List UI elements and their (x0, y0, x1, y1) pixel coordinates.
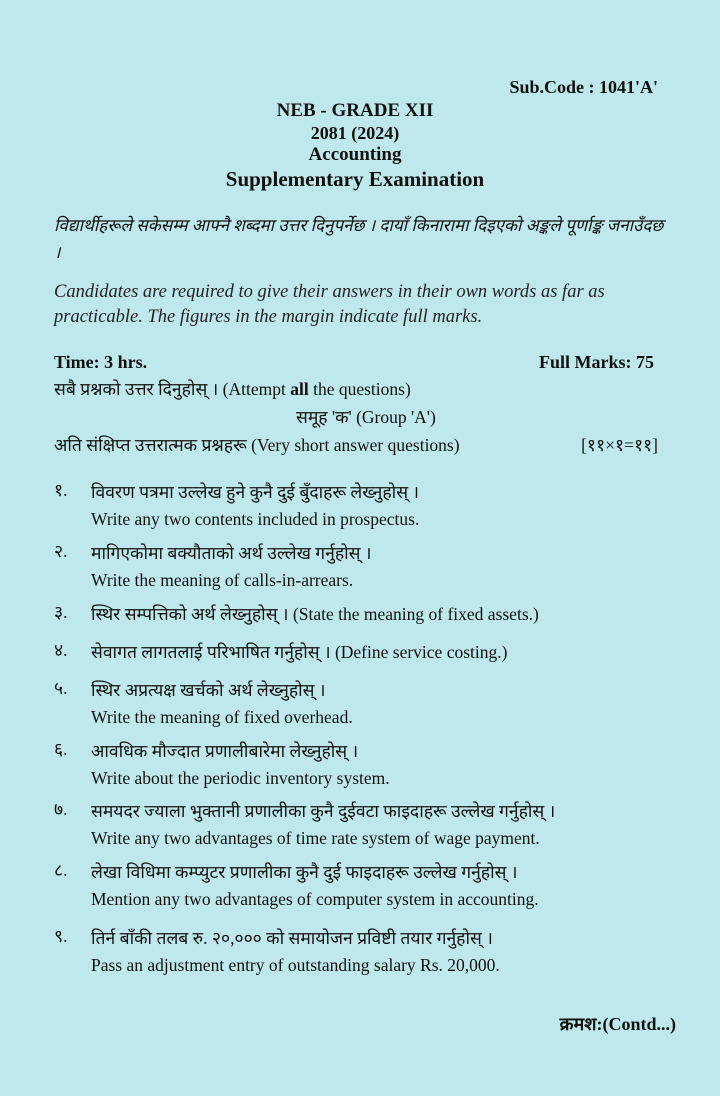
question-item (54, 737, 390, 791)
continued-label: क्रमश:(Contd...) (559, 1014, 676, 1034)
attempt-rest: the questions) (308, 379, 411, 399)
question-item (54, 858, 674, 912)
question-nepali: मागिएकोमा बक्यौताको अर्थ उल्लेख गर्नुहोस् । (91, 543, 372, 563)
exam-header (0, 100, 720, 192)
board-title: NEB - GRADE XII (276, 100, 434, 121)
instructions-nepali: विद्यार्थीहरूले सकेसम्म आफ्नै शब्दमा उत्तर दिनुपर्नेछ । दायाँ किनारामा दिइएको अङ्कले पूर्णाङ्क जनाउँदछ । (54, 216, 664, 262)
question-number: ४. (54, 640, 68, 660)
section-marks: [११×१=११] (581, 435, 658, 455)
section-title: अति संक्षिप्त उत्तरात्मक प्रश्नहरू (Very short answer questions) (54, 435, 460, 455)
attempt-text: सबै प्रश्नको उत्तर दिनुहोस् । (Attempt (54, 379, 291, 399)
sub-code: Sub.Code : 1041'A' (509, 77, 658, 97)
question-item (54, 600, 674, 628)
question-item (54, 797, 674, 851)
question-nepali: सेवागत लागतलाई परिभाषित गर्नुहोस् । (Define service costing.) (91, 642, 508, 662)
question-english: Mention any two advantages of computer system in accounting. (91, 889, 539, 909)
question-nepali: तिर्न बाँकी तलब रु. २०,००० को समायोजन प्रविष्टी तयार गर्नुहोस् । (91, 928, 493, 948)
group-label: समूह 'क' (Group 'A') (296, 407, 436, 427)
question-number: ५. (54, 678, 68, 698)
exam-title: Supplementary Examination (225, 167, 485, 191)
question-item (54, 638, 674, 666)
question-english: Write any two advantages of time rate system of wage payment. (91, 828, 540, 848)
question-english: Write the meaning of calls-in-arrears. (91, 570, 354, 590)
question-number: २. (54, 541, 68, 561)
question-english: Pass an adjustment entry of outstanding salary Rs. 20,000. (91, 955, 500, 975)
full-marks-label: Full Marks: 75 (539, 352, 654, 372)
question-number: ३. (54, 602, 68, 622)
question-nepali: आवधिक मौज्दात प्रणालीबारेमा लेख्नुहोस् । (91, 741, 359, 761)
time-marks-row (54, 352, 654, 373)
question-number: ७. (54, 799, 68, 819)
section-heading (54, 433, 658, 457)
question-nepali: स्थिर सम्पत्तिको अर्थ लेख्नुहोस् । (State the meaning of fixed assets.) (91, 604, 539, 624)
question-english: Write any two contents included in prospectus. (91, 509, 420, 529)
question-nepali: समयदर ज्याला भुक्तानी प्रणालीका कुनै दुईवटा फाइदाहरू उल्लेख गर्नुहोस् । (91, 801, 556, 821)
instructions-english: Candidates are required to give their answers in their own words as far as practicable. The figures in the margin indicate full marks. (54, 282, 605, 327)
question-item (54, 676, 353, 730)
attempt-instruction (54, 377, 411, 401)
question-number: १. (54, 480, 68, 500)
question-item (54, 539, 372, 593)
question-item (54, 924, 674, 978)
question-nepali: विवरण पत्रमा उल्लेख हुने कुनै दुई बुँदाहरू लेख्नुहोस् । (91, 482, 420, 502)
subject-title: Accounting (308, 144, 402, 165)
question-number: ८. (54, 860, 68, 880)
question-nepali: स्थिर अप्रत्यक्ष खर्चको अर्थ लेख्नुहोस् । (91, 680, 326, 700)
exam-year: 2081 (2024) (310, 123, 400, 143)
question-item (54, 478, 419, 532)
time-label: Time: 3 hrs. (54, 352, 148, 372)
question-english: Write about the periodic inventory system. (91, 768, 390, 788)
question-number: ९. (54, 926, 68, 946)
question-number: ६. (54, 739, 68, 759)
question-nepali: लेखा विधिमा कम्प्युटर प्रणालीका कुनै दुई फाइदाहरू उल्लेख गर्नुहोस् । (91, 862, 518, 882)
attempt-all: all (290, 379, 309, 399)
question-english: Write the meaning of fixed overhead. (91, 707, 353, 727)
